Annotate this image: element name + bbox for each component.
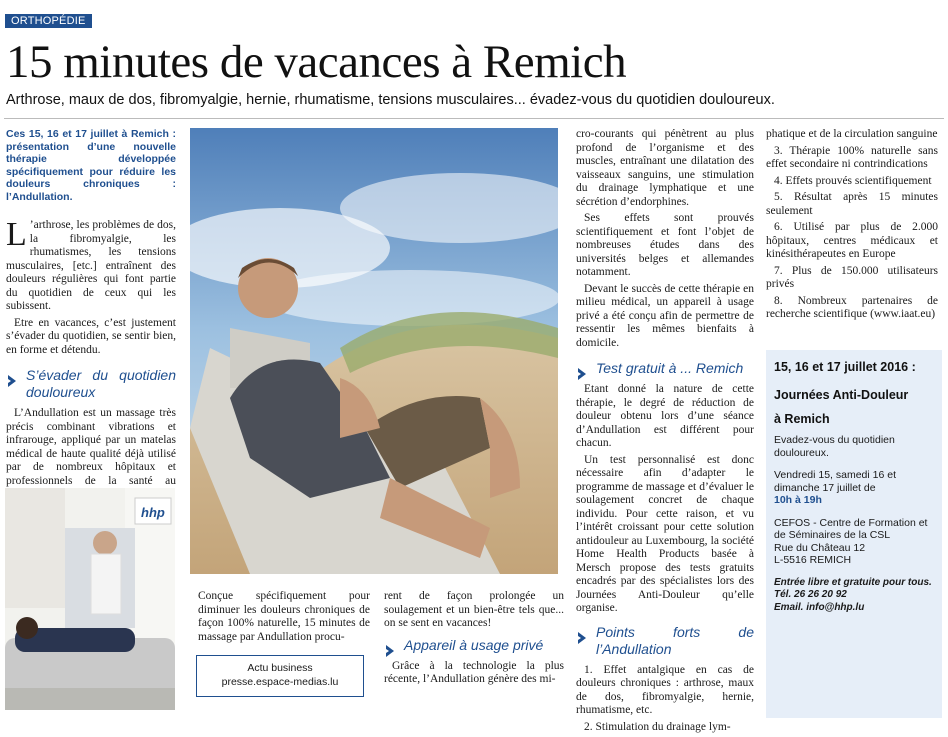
paragraph: phatique et de la circulation sanguine (766, 128, 938, 140)
subheading-text: Test gratuit à ... Remich (596, 360, 744, 376)
event-location: à Remich (774, 412, 830, 426)
column-2-text: Conçue spécifiquement pour diminuer les douleurs chroniques de façon 100% naturelle, 15 minutes de massage par Andullation procu- (198, 590, 370, 643)
box-url[interactable]: presse.espace-medias.lu (221, 676, 339, 688)
subheading (384, 637, 564, 654)
subheading (6, 367, 176, 401)
lead-paragraph: Ces 15, 16 et 17 juillet à Remich : présentation d’une nouvelle thérapie développée spécifiquement pour réduire les douleurs chroniques : l’Andullation. (6, 128, 176, 203)
subheading-text: Appareil à usage privé (404, 636, 544, 653)
event-phone[interactable]: Tél. 26 26 20 92 (774, 589, 847, 600)
paragraph-text: ’arthrose, les problèmes de dos, la fibromyalgie, les rhumatismes, les tensions musculaires, [etc.] entraînent des douleurs régulières qui font partie du quotidien de ceux qui les subissent. (6, 219, 176, 312)
column-1 (6, 128, 176, 505)
event-hours: 10h à 19h (774, 494, 822, 506)
event-days: Vendredi 15, samedi 16 et dimanche 17 juillet de (774, 469, 897, 494)
hero-photo (190, 128, 558, 574)
header-divider (4, 118, 944, 119)
paragraph: Grâce à la technologie la plus récente, l’Andullation génère des mi- (384, 659, 564, 685)
chevron-right-icon (576, 632, 588, 644)
section-tag: ORTHOPÉDIE (5, 14, 92, 28)
paragraph: Ses effets sont prouvés scientifiquement et font l’objet de nombreuses études dans des universités belges et allemandes notamment. (576, 212, 754, 278)
paragraph: Etant donné la nature de cette thérapie, le degré de réduction de douleur obtenu lors d’une séance d’Andullation est différent pour chacun. (576, 383, 754, 449)
chevron-right-icon (6, 375, 18, 387)
article-subtitle: Arthrose, maux de dos, fibromyalgie, hernie, rhumatisme, tensions musculaires... évadez-vous du quotidien douloureux. (6, 92, 775, 108)
chevron-right-icon (384, 645, 396, 657)
event-street: Rue du Château 12 (774, 541, 866, 554)
event-city: L-5516 REMICH (774, 554, 852, 566)
subheading-text: S’évader du quotidien douloureux (26, 367, 176, 400)
event-dates: 15, 16 et 17 juillet 2016 : (774, 360, 916, 374)
paragraph (6, 216, 176, 314)
subheading-text: Points forts de l’Andullation (596, 623, 754, 657)
list-item: 6. Utilisé par plus de 2.000 hôpitaux, centres médicaux et kinésithérapeutes en Europe (766, 221, 938, 260)
hhp-logo: hhp (141, 505, 165, 520)
list-item: 8. Nombreux partenaires de recherche scientifique (www.iaat.eu) (766, 294, 938, 320)
event-email[interactable]: Email. info@hhp.lu (774, 601, 865, 613)
paragraph: Etre en vacances, c’est justement s’évader du quotidien, se sentir bien, en forme et détendu. (6, 316, 176, 356)
paragraph: 1. Effet antalgique en cas de douleurs chroniques : arthrose, maux de dos, fibromyalgie, hernie, rhumatisme, etc. (576, 663, 754, 716)
list-item: 3. Thérapie 100% naturelle sans effet secondaire ni contrindications (766, 144, 938, 170)
event-info-box (766, 350, 942, 718)
paragraph: cro-courants qui pénètrent au plus profond de l’organisme et des muscles, entraînant une dilatation des vaisseaux sanguins, une stimulation du drainage lymphatique et une sécrétion d’endorphines. (576, 128, 754, 208)
column-3 (576, 128, 754, 737)
paragraph: 2. Stimulation du drainage lym- (584, 720, 731, 733)
paragraph: rent de façon prolongée un soulagement et un bien-être tels que... on se sent en vacances! (384, 590, 564, 629)
paragraph: L’Andullation est un massage très précis combinant vibrations et infrarouge, appliqué par un matelas médical de haute qualité déjà utilisé par de nombreux hôpitaux et professionnels de la santé au (6, 407, 176, 487)
chevron-right-icon (576, 368, 588, 380)
list-item: 7. Plus de 150.000 utilisateurs privés (766, 264, 938, 290)
list-item: 5. Résultat après 15 minutes seulement (766, 191, 938, 217)
box-label: Actu business (247, 662, 313, 674)
drop-cap: L (6, 216, 27, 253)
article-title: 15 minutes de vacances à Remich (6, 36, 627, 88)
event-entry: Entrée libre et gratuite pour tous. (774, 576, 932, 588)
paragraph: Devant le succès de cette thérapie en milieu médical, un appareil à usage privé a été conçu afin de permettre de ressentir les mêmes bienfaits à domicile. (576, 282, 754, 349)
column-3a (384, 590, 564, 690)
list-item: 4. Effets prouvés scientifiquement (774, 174, 932, 187)
column-4 (766, 128, 938, 325)
treatment-photo (5, 488, 175, 710)
event-intro: Evadez-vous du quotidien douloureux. (774, 434, 895, 459)
event-name: Journées Anti-Douleur (774, 388, 909, 402)
subheading (576, 360, 754, 377)
info-link-box (196, 655, 364, 697)
paragraph: Un test personnalisé est donc nécessaire afin d’adapter le programme de massage et d’évaluer le soulagement concret de chaque individu. Pour cette raison, et vu l’intérêt croissant pour cette solution antidouleur au Luxembourg, la société Home Health Products basée à Mersch propose des tests gratuits encadrés par des spécialistes lors des Journées Anti-Douleur qu’elle organise. (576, 453, 754, 614)
event-venue: CEFOS - Centre de Formation et de Séminaires de la CSL (774, 516, 928, 541)
subheading (576, 624, 754, 658)
